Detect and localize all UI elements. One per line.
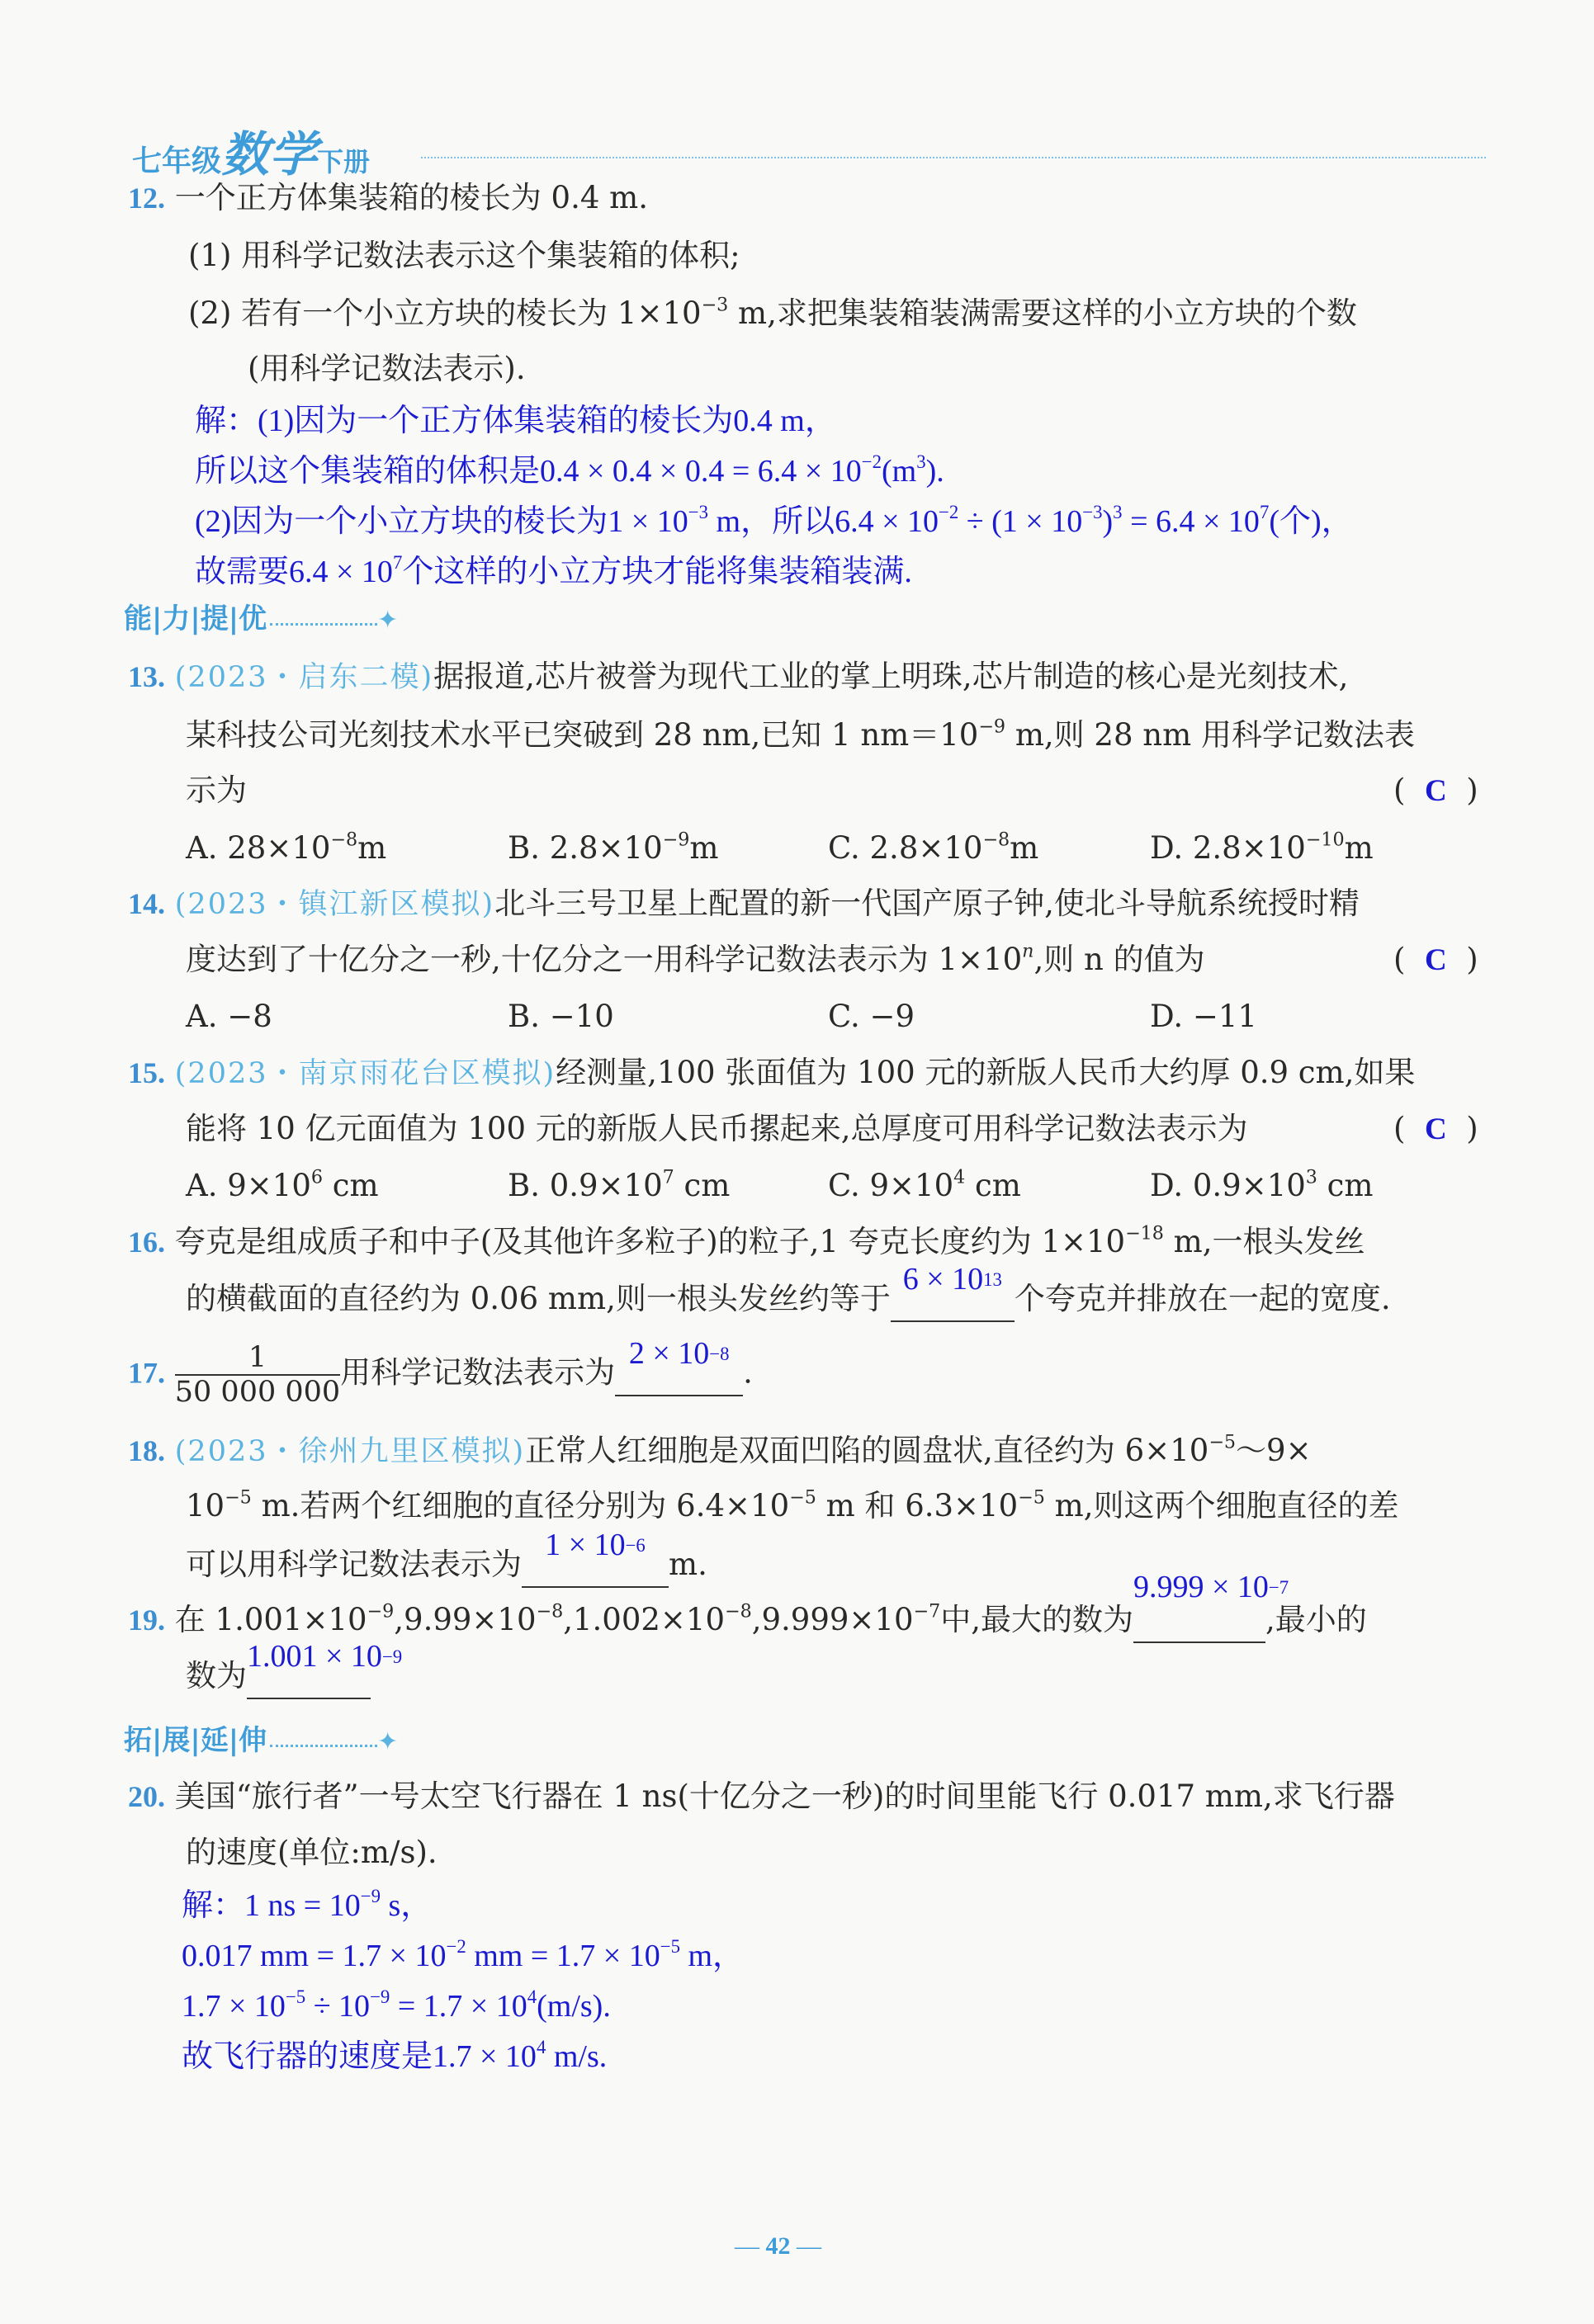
q15-optC-unit: cm <box>965 1168 1021 1203</box>
q13-option-c <box>828 828 1038 869</box>
q15-optB-unit: cm <box>674 1168 731 1203</box>
q17-answer <box>628 1335 730 1381</box>
q13-text2b: m,则 28 nm 用科学记数法表 <box>1005 717 1415 753</box>
q13-line2 <box>186 715 1415 756</box>
q12-stem-line <box>128 177 648 219</box>
q13-number: 13. <box>128 660 165 693</box>
q12-part2-cont: (用科学记数法表示). <box>248 351 526 386</box>
header-grade: 七年级 <box>132 144 222 178</box>
q13-optB-text: B. 2.8×10 <box>508 830 663 866</box>
q19-answer1-base: 9.999 × 10 <box>1133 1570 1269 1604</box>
q12-ans4-a: 故需要6.4 × 10 <box>195 555 393 589</box>
q12-ans3-e5: 7 <box>1259 502 1270 523</box>
q18-exp2: −5 <box>225 1486 252 1509</box>
q12-ans3-d: ) <box>1102 504 1114 539</box>
q13-optA-exp: −8 <box>330 829 358 851</box>
q12-answer-line1: 解：(1)因为一个正方体集装箱的棱长为0.4 m， <box>195 404 836 438</box>
q20-answer-line1 <box>182 1884 432 1927</box>
q20-a1b: s， <box>381 1888 433 1923</box>
q20-a2b: mm = 1.7 × 10 <box>466 1939 660 1973</box>
q19-text1d: ,9.999×10 <box>751 1602 914 1637</box>
q13-optC-exp: −8 <box>982 829 1010 851</box>
q17-answer-exp: −8 <box>709 1343 730 1364</box>
q18-answer-base: 1 × 10 <box>545 1528 626 1562</box>
header <box>132 116 370 185</box>
q12-ans3-e3: −3 <box>1082 502 1103 523</box>
q15-optB-exp: 7 <box>662 1166 674 1188</box>
q19-number: 19. <box>128 1604 165 1637</box>
q20-a1e: −9 <box>360 1886 381 1907</box>
q14-option-b: B. −10 <box>508 999 614 1034</box>
q18-exp1: −5 <box>1209 1431 1237 1453</box>
q16-text2b: 个夸克并排放在一起的宽度. <box>1014 1281 1391 1316</box>
q14-text2a: 度达到了十亿分之一秒,十亿分之一用科学记数法表示为 1×10 <box>186 942 1023 977</box>
q13-optB-exp: −9 <box>662 829 690 851</box>
q20-line1 <box>128 1776 1395 1817</box>
q12-ans3-f: = 6.4 × 10 <box>1122 504 1260 539</box>
q18-text2b: m.若两个红细胞的直径分别为 6.4×10 <box>251 1488 790 1523</box>
q20-a4a: 故飞行器的速度是1.7 × 10 <box>182 2039 537 2074</box>
q18-text2c: m 和 6.3×10 <box>816 1488 1019 1523</box>
q15-optC-text: C. 9×10 <box>828 1168 954 1203</box>
q18-line1 <box>128 1430 1312 1472</box>
q19-exp4: −7 <box>913 1600 941 1623</box>
q12-ans3-b: m，所以6.4 × 10 <box>708 504 939 539</box>
section-ability-dotline <box>270 623 377 626</box>
q15-answer: C <box>1424 1112 1447 1146</box>
q13-paren-left: ( <box>1393 772 1406 808</box>
q17-fraction <box>175 1341 340 1409</box>
q17-denominator: 50 000 000 <box>174 1376 341 1409</box>
q14-option-c: C. −9 <box>828 999 915 1034</box>
q19-text1b: ,9.99×10 <box>394 1602 537 1637</box>
section-extend <box>124 1717 398 1758</box>
q18-text2a: 10 <box>186 1488 225 1523</box>
q20-a4e: 4 <box>536 2037 546 2058</box>
q12-part2 <box>188 293 1357 334</box>
q16-answer-exp: 13 <box>983 1269 1002 1291</box>
q14-line2 <box>186 939 1205 980</box>
q12-ans2-c: ). <box>925 454 944 489</box>
q13-optD-text: D. 2.8×10 <box>1150 830 1306 866</box>
q12-ans2-b: (m <box>882 454 917 489</box>
q12-ans2-exp: −2 <box>861 451 882 473</box>
q13-paren-right: ) <box>1466 772 1478 808</box>
q20-a3a: 1.7 × 10 <box>182 1989 286 2024</box>
q14-number: 14. <box>128 887 165 920</box>
q17-number: 17. <box>128 1356 165 1390</box>
page-number-value: 42 <box>765 2232 791 2260</box>
q14-paren-left: ( <box>1393 942 1406 977</box>
q16-exp: −18 <box>1125 1222 1164 1245</box>
q12-ans2-exp2: 3 <box>916 451 926 473</box>
q16-line1 <box>128 1221 1365 1263</box>
q13-text2a: 某科技公司光刻技术水平已突破到 28 nm,已知 1 nm＝10 <box>186 717 979 753</box>
q20-a2a: 0.017 mm = 1.7 × 10 <box>182 1939 447 1973</box>
q15-optB-text: B. 0.9×10 <box>508 1168 663 1203</box>
q18-answer-exp: −6 <box>625 1535 646 1556</box>
q19-exp1: −9 <box>367 1600 395 1623</box>
q15-source: (2023・南京雨花台区模拟) <box>174 1057 556 1090</box>
q15-option-c <box>828 1165 1021 1207</box>
q18-answer-blank <box>522 1528 669 1588</box>
q20-number: 20. <box>128 1780 165 1813</box>
q19-answer2-exp: −9 <box>381 1646 403 1668</box>
q15-option-b <box>508 1165 730 1207</box>
q19-answer2-base: 1.001 × 10 <box>247 1639 382 1674</box>
section-ability <box>124 596 398 636</box>
q20-answer-line2 <box>182 1934 744 1977</box>
q20-a3e3: 4 <box>527 1986 537 2008</box>
q14-paren-right: ) <box>1466 942 1478 977</box>
q19-text1e: 中,最大的数为 <box>940 1602 1133 1637</box>
q13-source: (2023・启东二模) <box>174 661 434 694</box>
q20-a3e: −5 <box>285 1986 306 2008</box>
q19-exp3: −8 <box>725 1600 752 1623</box>
q15-text1: 经测量,100 张面值为 100 元的新版人民币大约厚 0.9 cm,如果 <box>556 1055 1416 1090</box>
q20-a3d: (m/s). <box>537 1989 611 2024</box>
q16-text1a: 夸克是组成质子和中子(及其他许多粒子)的粒子,1 夸克长度约为 1×10 <box>174 1224 1126 1259</box>
header-rule <box>421 157 1486 158</box>
q20-line2: 的速度(单位:m/s). <box>186 1835 438 1870</box>
q12-ans3-a: (2)因为一个小立方块的棱长为1 × 10 <box>195 504 688 539</box>
q18-text2d: m,则这两个细胞直径的差 <box>1044 1488 1399 1523</box>
q14-line1 <box>128 883 1360 925</box>
q13-optA-text: A. 28×10 <box>186 830 331 866</box>
q18-text3b: m. <box>669 1547 707 1582</box>
q14-source: (2023・镇江新区模拟) <box>174 888 495 921</box>
q12-part2-exp: −3 <box>701 294 729 316</box>
q20-text1: 美国“旅行者”一号太空飞行器在 1 ns(十亿分之一秒)的时间里能飞行 0.017 mm,求飞行器 <box>174 1778 1395 1814</box>
q13-answer: C <box>1424 774 1447 808</box>
q12-answer-line4 <box>195 550 912 593</box>
q17-numerator: 1 <box>175 1341 340 1376</box>
page-number: — 42 — <box>735 2232 821 2260</box>
q15-line2: 能将 10 亿元面值为 100 元的新版人民币摞起来,总厚度可用科学记数法表示为 <box>186 1111 1248 1146</box>
q12-part2-b: m,求把集装箱装满需要这样的小立方块的个数 <box>728 295 1357 331</box>
q19-answer2 <box>247 1639 403 1684</box>
q19-text2a: 数为 <box>186 1658 247 1693</box>
q19-answer1-exp: −7 <box>1268 1577 1289 1599</box>
q12-ans3-g: (个)， <box>1269 504 1353 539</box>
q16-answer-base: 6 × 10 <box>902 1262 984 1297</box>
q17-end: . <box>743 1354 753 1391</box>
section-extend-dotline <box>270 1745 377 1747</box>
q13-optD-exp: −10 <box>1305 829 1345 851</box>
q16-answer-blank <box>891 1262 1015 1322</box>
q13-optB-unit: m <box>689 830 719 866</box>
q12-ans4-e: 7 <box>392 552 403 574</box>
q15-optD-text: D. 0.9×10 <box>1150 1168 1306 1203</box>
q15-option-d <box>1150 1165 1374 1207</box>
q16-line2 <box>186 1262 1391 1322</box>
q15-optD-exp: 3 <box>1305 1166 1317 1188</box>
q14-text1: 北斗三号卫星上配置的新一代国产原子钟,使北斗导航系统授时精 <box>494 886 1360 921</box>
splash-icon: ✦ <box>377 1727 399 1756</box>
q14-answer-paren <box>1393 939 1478 981</box>
q17-line <box>128 1335 753 1409</box>
q13-optD-unit: m <box>1344 830 1374 866</box>
q14-answer: C <box>1424 943 1447 977</box>
q12-ans2-a: 所以这个集装箱的体积是0.4 × 0.4 × 0.4 = 6.4 × 10 <box>195 454 862 489</box>
q18-line3 <box>186 1528 707 1588</box>
header-subject: 数学 <box>221 126 318 182</box>
q13-optC-text: C. 2.8×10 <box>828 830 983 866</box>
q19-text1c: ,1.002×10 <box>563 1602 725 1637</box>
q16-text1b: m,一根头发丝 <box>1163 1224 1365 1259</box>
q20-a3c: = 1.7 × 10 <box>390 1989 527 2024</box>
q18-answer <box>545 1528 646 1572</box>
q15-line1 <box>128 1052 1415 1094</box>
header-volume: 下册 <box>317 146 371 177</box>
q15-optA-text: A. 9×10 <box>186 1168 311 1203</box>
q12-part1: (1) 用科学记数法表示这个集装箱的体积; <box>188 238 740 273</box>
q18-exp3: −5 <box>789 1486 816 1509</box>
q18-line2 <box>186 1486 1398 1527</box>
q16-number: 16. <box>128 1226 165 1259</box>
q12-ans3-e2: −2 <box>939 502 959 523</box>
q19-text1a: 在 1.001×10 <box>174 1602 367 1637</box>
q16-answer <box>902 1262 1002 1306</box>
q12-part2-a: (2) 若有一个小立方块的棱长为 1×10 <box>188 295 702 331</box>
q15-number: 15. <box>128 1056 165 1089</box>
q12-answer-line3 <box>195 500 1353 543</box>
q17-answer-base: 2 × 10 <box>628 1335 710 1371</box>
q15-optA-exp: 6 <box>310 1166 323 1188</box>
q15-answer-paren <box>1393 1108 1478 1150</box>
q20-a3e2: −9 <box>370 1986 390 2008</box>
q17-answer-blank <box>615 1335 743 1396</box>
q13-option-a <box>186 828 386 869</box>
q15-option-a <box>186 1165 379 1207</box>
q12-ans3-c: ÷ (1 × 10 <box>958 504 1083 539</box>
q19-exp2: −8 <box>536 1600 564 1623</box>
q15-optD-unit: cm <box>1317 1168 1374 1203</box>
q13-option-d <box>1150 828 1374 869</box>
q12-ans4-b: 个这样的小立方块才能将集装箱装满. <box>402 555 912 589</box>
q15-paren-left: ( <box>1393 1111 1406 1146</box>
q18-exp4: −5 <box>1018 1486 1045 1509</box>
q15-optC-exp: 4 <box>953 1166 966 1188</box>
q20-a2e: −2 <box>446 1936 466 1958</box>
q19-text1f: ,最小的 <box>1265 1602 1367 1637</box>
q12-answer-line2 <box>195 450 944 493</box>
q13-exp: −9 <box>978 716 1006 738</box>
q18-text1a: 正常人红细胞是双面凹陷的圆盘状,直径约为 6×10 <box>525 1433 1209 1468</box>
q13-optC-unit: m <box>1010 830 1039 866</box>
q14-exp: n <box>1022 940 1034 962</box>
q14-option-a: A. −8 <box>186 999 272 1034</box>
q13-option-b <box>508 828 718 869</box>
q18-text1b: ～9× <box>1236 1433 1312 1468</box>
q15-paren-right: ) <box>1466 1111 1478 1146</box>
q14-option-d: D. −11 <box>1150 999 1257 1034</box>
splash-icon: ✦ <box>377 606 399 635</box>
q15-optA-unit: cm <box>323 1168 379 1203</box>
q12-ans3-e1: −3 <box>688 502 709 523</box>
section-extend-title: 拓|展|延|伸 <box>124 1724 267 1757</box>
q20-a2c: m， <box>680 1939 745 1973</box>
q20-answer-line4 <box>182 2035 607 2078</box>
q20-a2e2: −5 <box>660 1936 680 1958</box>
q19-answer1 <box>1133 1570 1289 1614</box>
q20-answer-line3 <box>182 1985 611 2028</box>
q18-text3a: 可以用科学记数法表示为 <box>186 1547 522 1582</box>
q13-answer-paren <box>1393 770 1478 812</box>
q13-text1: 据报道,芯片被誉为现代工业的掌上明珠,芯片制造的核心是光刻技术, <box>433 659 1349 694</box>
q20-a1a: 解：1 ns = 10 <box>182 1888 361 1923</box>
q12-number: 12. <box>128 182 165 215</box>
q13-line3: 示为 <box>186 772 247 808</box>
q16-text2a: 的横截面的直径约为 0.06 mm,则一根头发丝约等于 <box>186 1281 891 1316</box>
q17-text: 用科学记数法表示为 <box>340 1354 616 1391</box>
q20-a3b: ÷ 10 <box>305 1989 371 2024</box>
q12-ans3-e4: 3 <box>1113 502 1123 523</box>
q18-number: 18. <box>128 1434 165 1467</box>
q13-optA-unit: m <box>357 830 387 866</box>
q18-source: (2023・徐州九里区模拟) <box>174 1435 526 1468</box>
section-ability-title: 能|力|提|优 <box>124 602 267 635</box>
q14-text2b: ,则 n 的值为 <box>1033 942 1205 977</box>
q12-stem: 一个正方体集装箱的棱长为 0.4 m. <box>174 180 648 215</box>
q13-line1 <box>128 656 1348 698</box>
q20-a4b: m/s. <box>546 2039 608 2074</box>
